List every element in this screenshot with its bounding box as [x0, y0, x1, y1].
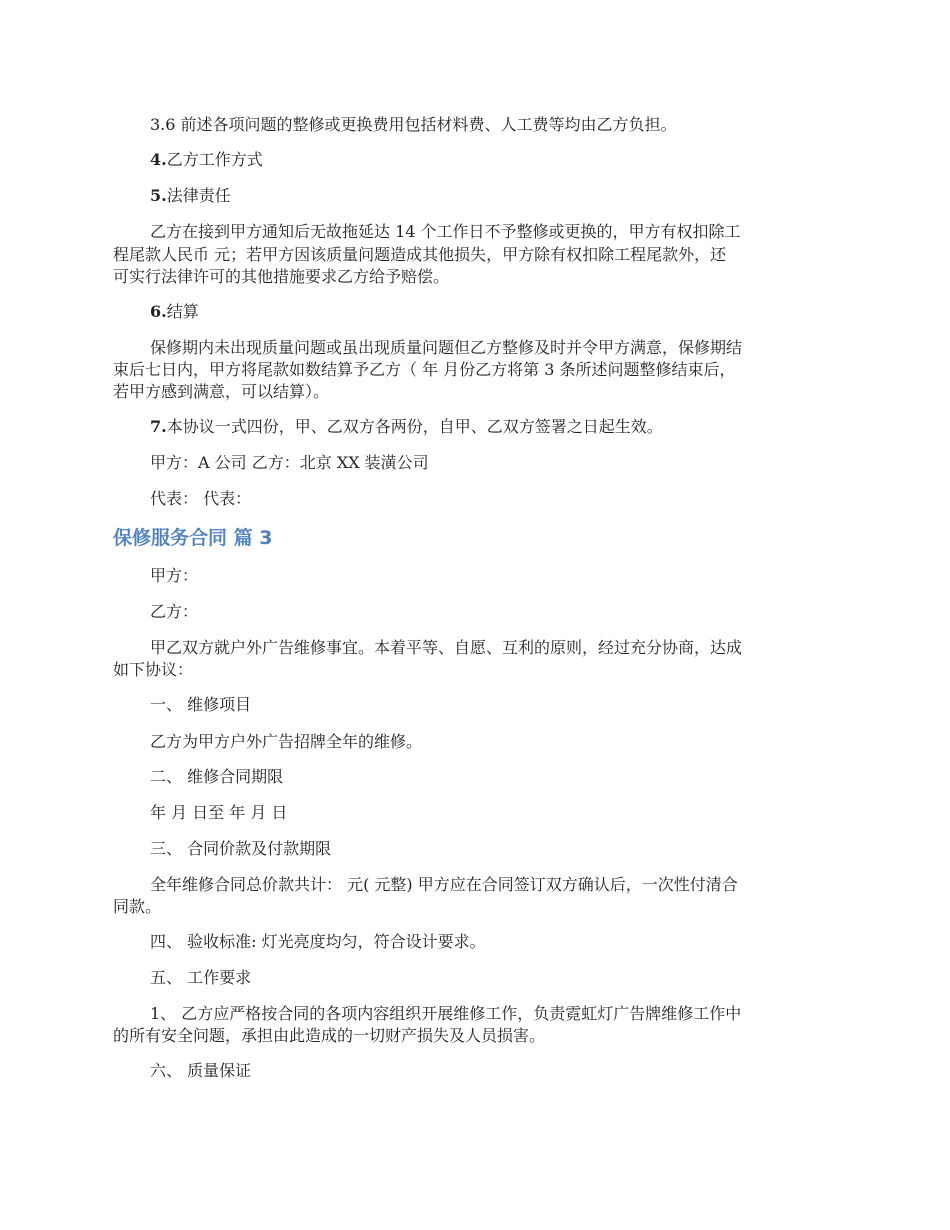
clause-5-number: 5. [150, 186, 167, 205]
clause-5-heading [150, 185, 231, 207]
representatives-line: 代表： 代表： [150, 489, 252, 508]
item-5-title: 五、 工作要求 [150, 968, 252, 987]
clause-4-heading [150, 149, 263, 171]
clause-5-body-line-2: 程尾款人民币 元；若甲方因该质量问题造成其他损失，甲方除有权扣除工程尾款外，还 [113, 245, 727, 264]
clause-4-number: 4. [150, 150, 167, 169]
clause-5-body-line-1: 乙方在接到甲方通知后无故拖延达 14 个工作日不予整修或更换的，甲方有权扣除工 [150, 222, 741, 241]
clause-7-text: 本协议一式四份，甲、乙双方各两份，自甲、乙双方签署之日起生效。 [166, 417, 663, 436]
item-4: 四、 验收标准: 灯光亮度均匀，符合设计要求。 [150, 932, 486, 951]
parties-line: 甲方：A 公司 乙方：北京 XX 装潢公司 [150, 453, 429, 472]
party-b-label: 乙方： [150, 602, 199, 621]
clause-5-body-line-3: 可实行法律许可的其他措施要求乙方给予赔偿。 [113, 267, 450, 286]
clause-7 [150, 416, 663, 438]
clause-5-title: 法律责任 [166, 186, 231, 205]
clause-6-body-line-2: 束后七日内，甲方将尾款如数结算予乙方（ 年 月份乙方将第 3 条所述问题整修结束后， [113, 360, 736, 379]
clause-6-heading [150, 301, 199, 323]
clause-6-number: 6. [150, 302, 167, 321]
item-5-body-line-1: 1、 乙方应严格按合同的各项内容组织开展维修工作，负责霓虹灯广告牌维修工作中 [150, 1004, 742, 1023]
item-3-title: 三、 合同价款及付款期限 [150, 839, 332, 858]
item-3-body-line-2: 同款。 [113, 897, 162, 916]
item-2-body: 年 月 日至 年 月 日 [150, 803, 288, 822]
clause-7-number: 7. [150, 417, 167, 436]
intro-line-1: 甲乙双方就户外广告维修事宜。本着平等、自愿、互利的原则，经过充分协商，达成 [150, 638, 743, 657]
item-1-title: 一、 维修项目 [150, 695, 252, 714]
clause-6-body-line-3: 若甲方感到满意，可以结算）。 [113, 382, 330, 401]
section-heading: 保修服务合同 篇 3 [113, 527, 273, 549]
item-2-title: 二、 维修合同期限 [150, 767, 284, 786]
clause-3-6: 3.6 前述各项问题的整修或更换费用包括材料费、人工费等均由乙方负担。 [150, 115, 677, 134]
clause-4-title: 乙方工作方式 [166, 150, 263, 169]
party-a-label: 甲方： [150, 566, 199, 585]
item-6-title: 六、 质量保证 [150, 1061, 252, 1080]
clause-6-body-line-1: 保修期内未出现质量问题或虽出现质量问题但乙方整修及时并令甲方满意，保修期结 [150, 338, 743, 357]
item-5-body-line-2: 的所有安全问题，承担由此造成的一切财产损失及人员损害。 [113, 1026, 546, 1045]
item-1-body: 乙方为甲方户外广告招牌全年的维修。 [150, 732, 423, 751]
clause-6-title: 结算 [166, 302, 199, 321]
item-3-body-line-1: 全年维修合同总价款共计： 元( 元整) 甲方应在合同签订双方确认后，一次性付清合 [150, 875, 738, 894]
intro-line-2: 如下协议： [113, 660, 194, 679]
